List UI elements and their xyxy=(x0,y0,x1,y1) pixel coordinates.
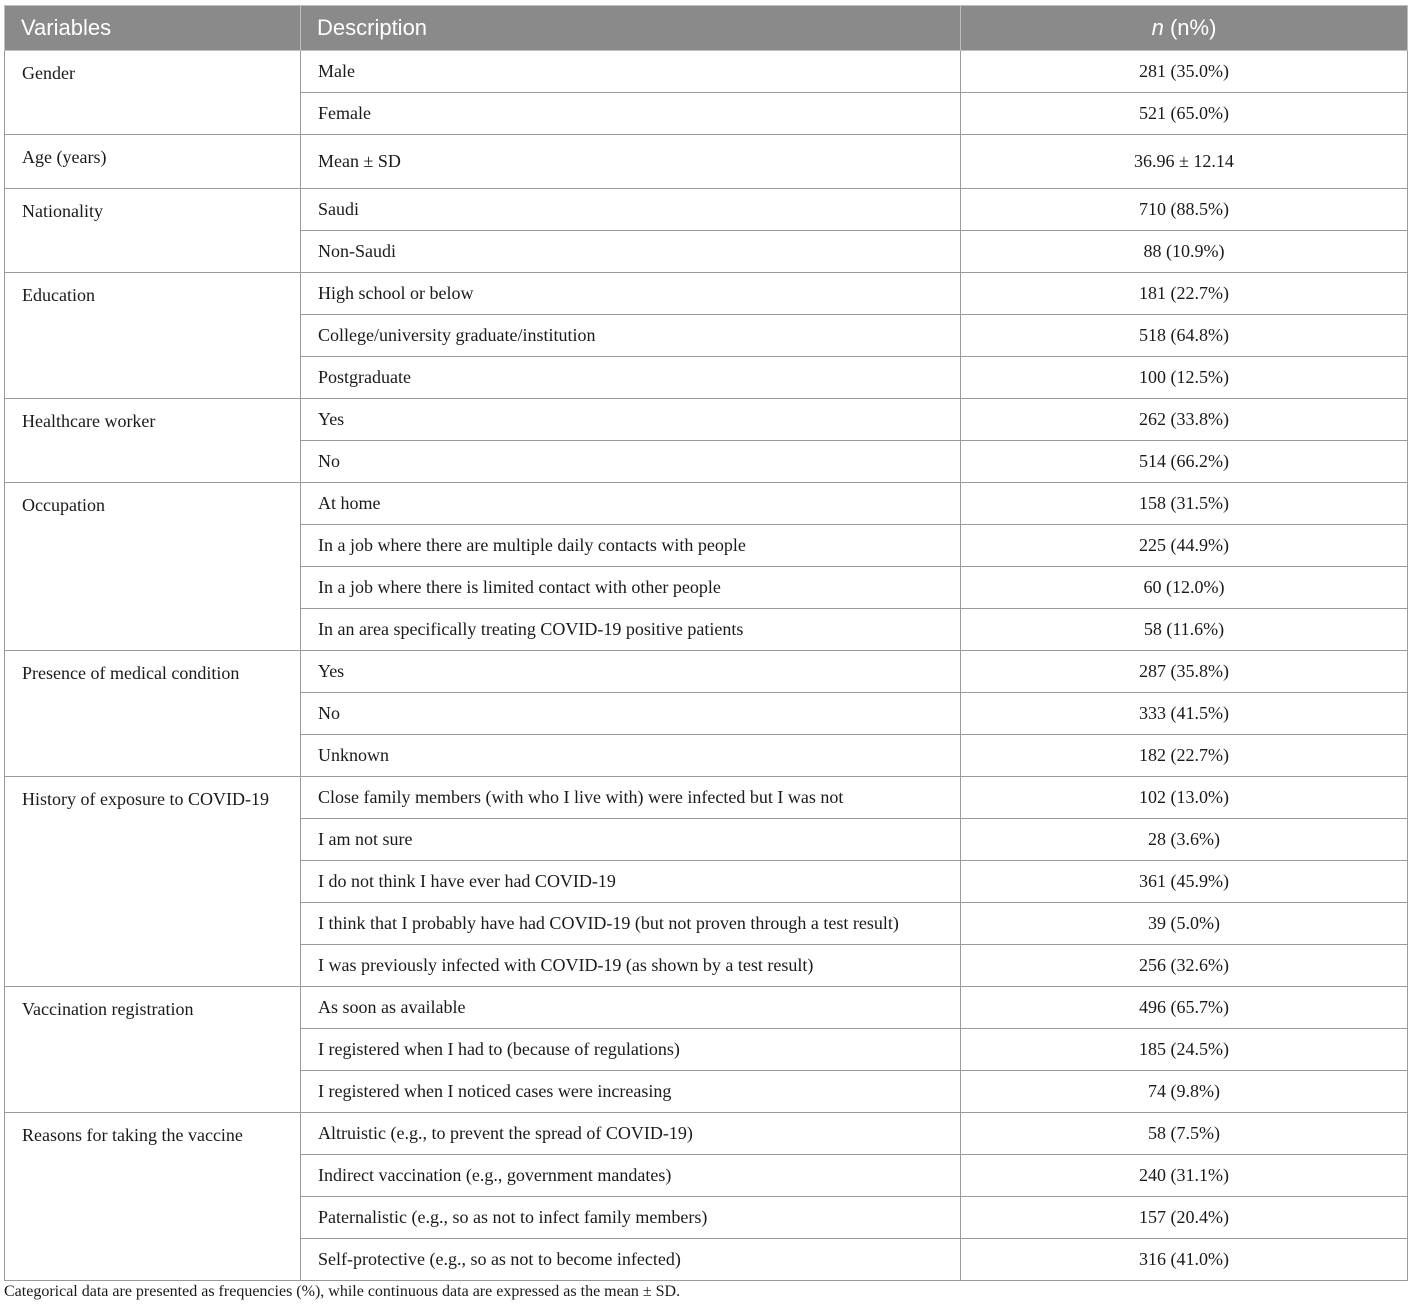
table-row xyxy=(5,51,1408,93)
value-cell: 58 (11.6%) xyxy=(961,609,1408,651)
table-row xyxy=(5,651,1408,693)
table-row xyxy=(5,135,1408,189)
table-row xyxy=(5,399,1408,441)
table-row xyxy=(5,189,1408,231)
value-cell: 240 (31.1%) xyxy=(961,1155,1408,1197)
description-cell: Unknown xyxy=(301,735,961,777)
variable-cell: Presence of medical condition xyxy=(5,651,301,777)
value-cell: 361 (45.9%) xyxy=(961,861,1408,903)
value-cell: 88 (10.9%) xyxy=(961,231,1408,273)
description-cell: I was previously infected with COVID-19 (as shown by a test result) xyxy=(301,945,961,987)
value-cell: 496 (65.7%) xyxy=(961,987,1408,1029)
value-cell: 181 (22.7%) xyxy=(961,273,1408,315)
value-cell: 182 (22.7%) xyxy=(961,735,1408,777)
value-cell: 60 (12.0%) xyxy=(961,567,1408,609)
value-cell: 514 (66.2%) xyxy=(961,441,1408,483)
value-cell: 36.96 ± 12.14 xyxy=(961,135,1408,189)
variable-cell: Nationality xyxy=(5,189,301,273)
value-cell: 287 (35.8%) xyxy=(961,651,1408,693)
value-cell: 100 (12.5%) xyxy=(961,357,1408,399)
value-cell: 185 (24.5%) xyxy=(961,1029,1408,1071)
value-cell: 158 (31.5%) xyxy=(961,483,1408,525)
description-cell: No xyxy=(301,693,961,735)
header-n-percent xyxy=(961,6,1408,51)
value-cell: 316 (41.0%) xyxy=(961,1239,1408,1281)
description-cell: In a job where there are multiple daily contacts with people xyxy=(301,525,961,567)
header-n-italic: n xyxy=(1151,15,1164,40)
header-n-rest: (n%) xyxy=(1163,15,1217,40)
description-cell: Yes xyxy=(301,651,961,693)
value-cell: 262 (33.8%) xyxy=(961,399,1408,441)
description-cell: Non-Saudi xyxy=(301,231,961,273)
description-cell: I do not think I have ever had COVID-19 xyxy=(301,861,961,903)
description-cell: High school or below xyxy=(301,273,961,315)
value-cell: 74 (9.8%) xyxy=(961,1071,1408,1113)
variable-cell: Education xyxy=(5,273,301,399)
value-cell: 333 (41.5%) xyxy=(961,693,1408,735)
table-header xyxy=(5,6,1408,51)
description-cell: I registered when I noticed cases were increasing xyxy=(301,1071,961,1113)
variable-cell: Occupation xyxy=(5,483,301,651)
description-cell: Yes xyxy=(301,399,961,441)
description-cell: Male xyxy=(301,51,961,93)
table-row xyxy=(5,483,1408,525)
value-cell: 256 (32.6%) xyxy=(961,945,1408,987)
description-cell: As soon as available xyxy=(301,987,961,1029)
table-row xyxy=(5,1113,1408,1155)
description-cell: Close family members (with who I live with) were infected but I was not xyxy=(301,777,961,819)
description-cell: Self-protective (e.g., so as not to become infected) xyxy=(301,1239,961,1281)
description-cell: I registered when I had to (because of regulations) xyxy=(301,1029,961,1071)
description-cell: No xyxy=(301,441,961,483)
description-cell: Indirect vaccination (e.g., government mandates) xyxy=(301,1155,961,1197)
table-body xyxy=(5,51,1408,1281)
header-variables: Variables xyxy=(5,6,301,51)
variable-cell: Healthcare worker xyxy=(5,399,301,483)
demographics-table xyxy=(4,5,1408,1281)
value-cell: 102 (13.0%) xyxy=(961,777,1408,819)
table-row xyxy=(5,987,1408,1029)
header-row xyxy=(5,6,1408,51)
description-cell: I am not sure xyxy=(301,819,961,861)
description-cell: I think that I probably have had COVID-19 (but not proven through a test result) xyxy=(301,903,961,945)
value-cell: 39 (5.0%) xyxy=(961,903,1408,945)
description-cell: At home xyxy=(301,483,961,525)
description-cell: Saudi xyxy=(301,189,961,231)
value-cell: 710 (88.5%) xyxy=(961,189,1408,231)
description-cell: College/university graduate/institution xyxy=(301,315,961,357)
variable-cell: Reasons for taking the vaccine xyxy=(5,1113,301,1281)
value-cell: 58 (7.5%) xyxy=(961,1113,1408,1155)
variable-cell: Age (years) xyxy=(5,135,301,189)
description-cell: Altruistic (e.g., to prevent the spread of COVID-19) xyxy=(301,1113,961,1155)
description-cell: Mean ± SD xyxy=(301,135,961,189)
variable-cell: Gender xyxy=(5,51,301,135)
description-cell: Postgraduate xyxy=(301,357,961,399)
variable-cell: History of exposure to COVID-19 xyxy=(5,777,301,987)
description-cell: Female xyxy=(301,93,961,135)
table-footnote: Categorical data are presented as frequencies (%), while continuous data are expressed as the mean ± SD. xyxy=(4,1283,681,1300)
table-row xyxy=(5,273,1408,315)
description-cell: Paternalistic (e.g., so as not to infect family members) xyxy=(301,1197,961,1239)
header-description: Description xyxy=(301,6,961,51)
variable-cell: Vaccination registration xyxy=(5,987,301,1113)
value-cell: 521 (65.0%) xyxy=(961,93,1408,135)
value-cell: 157 (20.4%) xyxy=(961,1197,1408,1239)
value-cell: 225 (44.9%) xyxy=(961,525,1408,567)
description-cell: In an area specifically treating COVID-19 positive patients xyxy=(301,609,961,651)
description-cell: In a job where there is limited contact with other people xyxy=(301,567,961,609)
value-cell: 281 (35.0%) xyxy=(961,51,1408,93)
value-cell: 28 (3.6%) xyxy=(961,819,1408,861)
value-cell: 518 (64.8%) xyxy=(961,315,1408,357)
table-row xyxy=(5,777,1408,819)
